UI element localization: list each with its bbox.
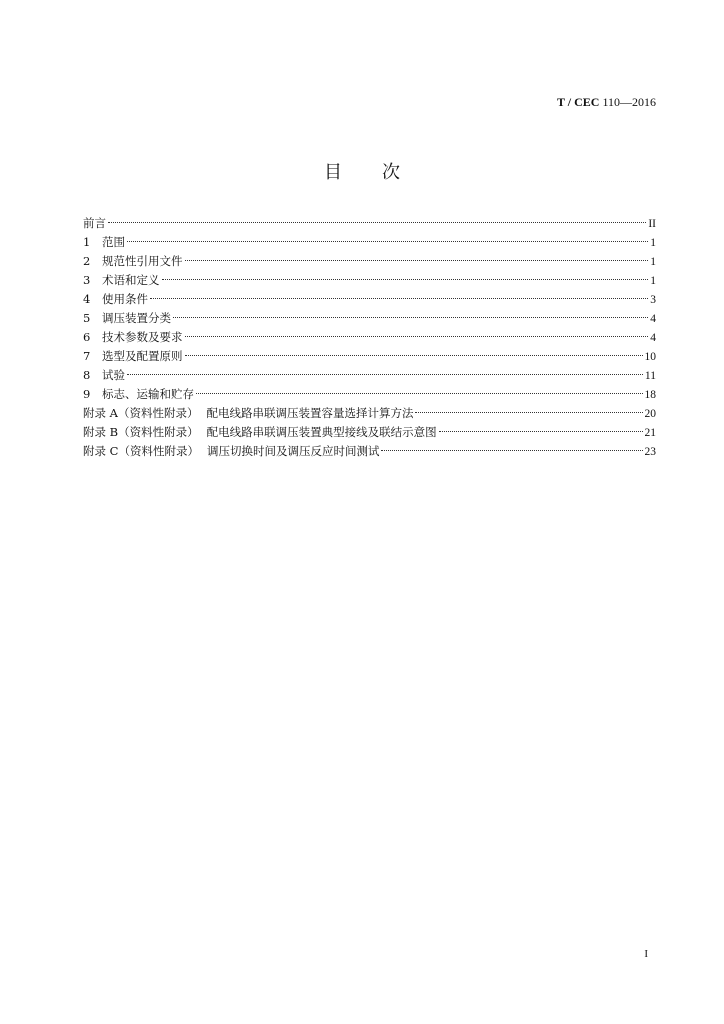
toc-entry-label: 使用条件 — [102, 292, 148, 306]
toc-entry-number: 4 — [83, 292, 91, 306]
toc-annex-title: 调压切换时间及调压反应时间测试 — [206, 444, 380, 458]
toc-annex-prefix: 附录 C（资料性附录） — [83, 444, 199, 458]
toc-entry-label: 技术参数及要求 — [102, 330, 183, 344]
toc-entry-2[interactable] — [83, 252, 656, 271]
toc-entry-number: 7 — [83, 349, 91, 363]
toc-entry-label: 标志、运输和贮存 — [102, 387, 194, 401]
toc-annex-title: 配电线路串联调压装置容量选择计算方法 — [206, 406, 414, 420]
toc-entry-9[interactable] — [83, 385, 656, 404]
toc-entry-preface[interactable] — [83, 214, 656, 233]
toc-entry-number: 6 — [83, 330, 91, 344]
toc-leader-dots — [196, 393, 643, 394]
toc-annex-a[interactable] — [83, 404, 656, 423]
toc-annex-page: 20 — [644, 408, 656, 420]
toc-leader-dots — [127, 374, 643, 375]
toc-entry-number: 1 — [83, 235, 91, 249]
toc-annex-title: 配电线路串联调压装置典型接线及联结示意图 — [206, 425, 437, 439]
toc-entry-4[interactable] — [83, 290, 656, 309]
toc-annex-c[interactable] — [83, 442, 656, 461]
toc-entry-page: II — [648, 218, 656, 230]
toc-entry-label: 试验 — [102, 368, 125, 382]
toc-annex-b[interactable] — [83, 423, 656, 442]
toc-entry-5[interactable] — [83, 309, 656, 328]
toc-leader-dots — [381, 450, 642, 451]
toc-entry-label: 范围 — [102, 235, 125, 249]
toc-entry-page: 4 — [650, 332, 656, 344]
toc-entry-page: 1 — [650, 256, 656, 268]
toc-leader-dots — [108, 222, 646, 223]
toc-entry-page: 10 — [644, 351, 656, 363]
toc-leader-dots — [173, 317, 648, 318]
toc-entry-number: 5 — [83, 311, 91, 325]
toc-entry-number: 9 — [83, 387, 91, 401]
page-title: 目次 — [324, 162, 440, 183]
table-of-contents — [83, 214, 656, 461]
toc-annex-page: 23 — [644, 446, 656, 458]
toc-entry-6[interactable] — [83, 328, 656, 347]
toc-annex-prefix: 附录 B（资料性附录） — [83, 425, 199, 439]
toc-entry-number: 2 — [83, 254, 91, 268]
document-code-prefix: T / CEC — [556, 95, 600, 109]
toc-annex-page: 21 — [644, 427, 656, 439]
toc-entry-page: 18 — [644, 389, 656, 401]
toc-entry-number: 8 — [83, 368, 91, 382]
toc-leader-dots — [415, 412, 642, 413]
toc-entry-7[interactable] — [83, 347, 656, 366]
toc-leader-dots — [185, 336, 649, 337]
document-code — [557, 95, 656, 110]
toc-entry-1[interactable] — [83, 233, 656, 252]
toc-entry-label: 规范性引用文件 — [102, 254, 183, 268]
toc-entry-page: 1 — [650, 275, 656, 287]
toc-entry-label: 选型及配置原则 — [102, 349, 183, 363]
toc-entry-page: 1 — [650, 237, 656, 249]
toc-entry-number: 3 — [83, 273, 91, 287]
toc-leader-dots — [439, 431, 643, 432]
page-number: I — [644, 948, 648, 960]
toc-leader-dots — [127, 241, 648, 242]
toc-entry-label: 术语和定义 — [102, 273, 160, 287]
toc-leader-dots — [162, 279, 649, 280]
toc-entry-8[interactable] — [83, 366, 656, 385]
toc-entry-label: 前言 — [83, 216, 106, 230]
toc-entry-page: 3 — [650, 294, 656, 306]
toc-entry-page: 11 — [644, 370, 656, 382]
toc-entry-page: 4 — [650, 313, 656, 325]
toc-leader-dots — [150, 298, 648, 299]
document-code-number: 110—2016 — [599, 95, 656, 109]
toc-entry-3[interactable] — [83, 271, 656, 290]
toc-leader-dots — [185, 355, 643, 356]
toc-leader-dots — [185, 260, 649, 261]
toc-annex-prefix: 附录 A（资料性附录） — [83, 406, 199, 420]
toc-entry-label: 调压装置分类 — [102, 311, 171, 325]
